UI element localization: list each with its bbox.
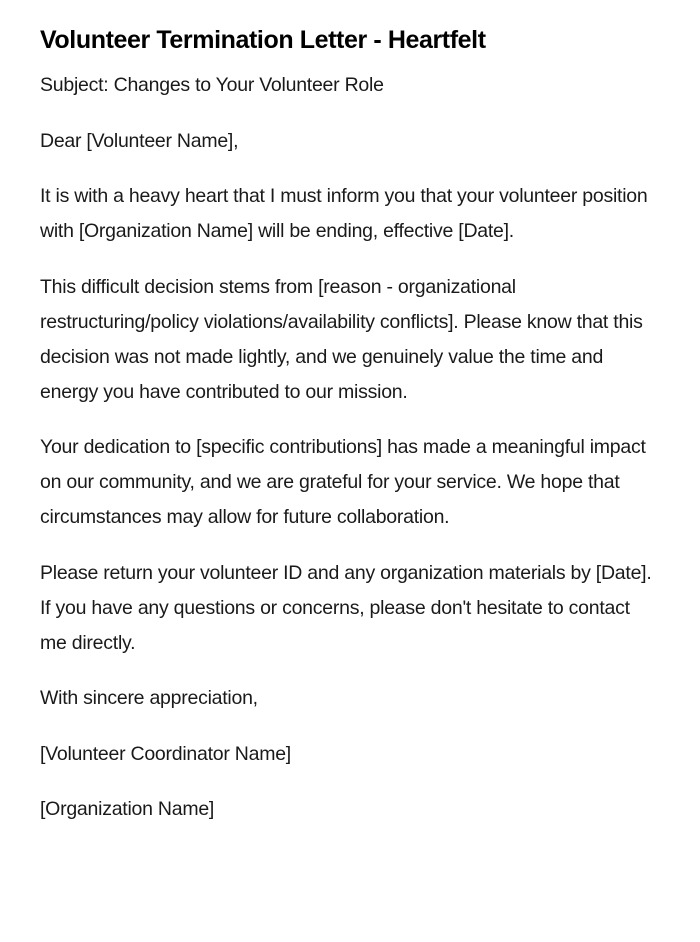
body-paragraph-4: Please return your volunteer ID and any organization materials by [Date]. If you have any questions or concerns, please don't hesitate to contact me directly. <box>40 561 652 654</box>
subject-line: Subject: Changes to Your Volunteer Role <box>40 74 384 96</box>
salutation: Dear [Volunteer Name], <box>40 129 239 152</box>
body-paragraph-3: Your dedication to [specific contributions] has made a meaningful impact on our community, and we are grateful for your service. We hope that circumstances may allow for future collaboration. <box>40 436 646 528</box>
body-paragraph-2: This difficult decision stems from [reason - organizational restructuring/policy violations/availability conflicts]. Please know that this decision was not made lightly, and we genuinely value the time and energy you have contributed to our mission. <box>40 275 643 403</box>
body-paragraph-1: It is with a heavy heart that I must inform you that your volunteer position with [Organization Name] will be ending, effective [Date]. <box>40 185 648 242</box>
signature-organization: [Organization Name] <box>40 798 215 820</box>
signature-name: [Volunteer Coordinator Name] <box>40 742 291 765</box>
closing-line: With sincere appreciation, <box>40 687 258 709</box>
document-title: Volunteer Termination Letter - Heartfelt <box>40 26 486 54</box>
